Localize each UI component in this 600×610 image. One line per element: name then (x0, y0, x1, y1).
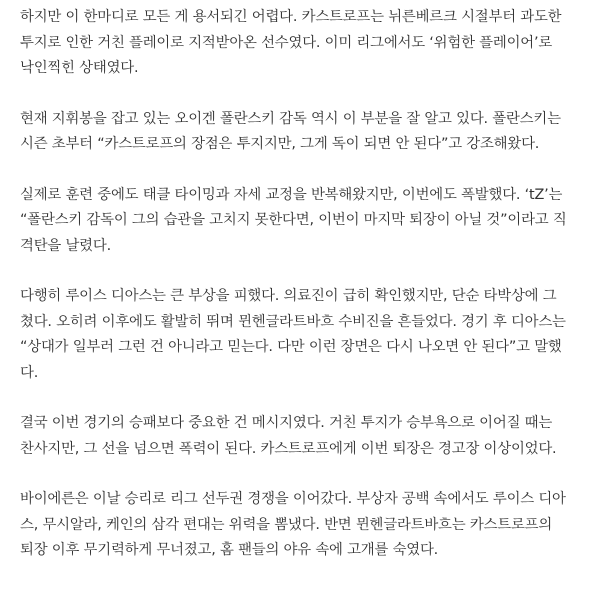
paragraph (20, 107, 586, 158)
paragraph (20, 487, 586, 564)
text-line: 현재 지휘봉을 잡고 있는 오이겐 폴란스키 감독 역시 이 부분을 잘 알고 있다. 폴란스키는 (20, 110, 561, 127)
text-line: 결국 이번 경기의 승패보다 중요한 건 메시지였다. 거친 투지가 승부욕으로 이어질 때는 (20, 415, 553, 431)
text-line: 격탄을 날렸다. (20, 237, 111, 254)
paragraph (20, 183, 586, 260)
paragraph (20, 284, 586, 386)
text-line: 쳤다. 오히려 이후에도 활발히 뛰며 뮌헨글라트바흐 수비진을 흔들었다. 경기 후 디아스는 (20, 313, 566, 330)
article-body (20, 5, 586, 589)
text-line: 실제로 훈련 중에도 태클 타이밍과 자세 교정을 반복해왔지만, 이번에도 폭발했다. ‘tZ’는 (20, 186, 563, 203)
paragraph (20, 411, 586, 462)
text-line: 찬사지만, 그 선을 넘으면 폭력이 된다. 카스트로프에게 이번 퇴장은 경고장 이상이었다. (20, 440, 557, 457)
text-line: 낙인찍힌 상태였다. (20, 60, 139, 76)
text-line: 투지로 인한 거친 플레이로 지적받아온 선수였다. 이미 리그에서도 ‘위험한 플레이어’로 (20, 34, 553, 51)
text-line: 하지만 이 한마디로 모든 게 용서되긴 어렵다. 카스트로프는 뉘른베르크 시절부터 과도한 (20, 9, 562, 25)
paragraph (20, 5, 586, 82)
text-line: 퇴장 이후 무기력하게 무너졌고, 홈 팬들의 야유 속에 고개를 숙였다. (20, 542, 439, 558)
text-line: 시즌 초부터 “카스트로프의 장점은 투지지만, 그게 독이 되면 안 된다”고 강조해왔다. (20, 136, 540, 152)
text-line: 바이에른은 이날 승리로 리그 선두권 경쟁을 이어갔다. 부상자 공백 속에서도 루이스 디아 (20, 491, 566, 507)
text-line: 다행히 루이스 디아스는 큰 부상을 피했다. 의료진이 급히 확인했지만, 단순 타박상에 그 (20, 288, 557, 304)
text-line: “상대가 일부러 그런 건 아니라고 믿는다. 다만 이런 장면은 다시 나오면 안 된다”고 말했 (20, 339, 562, 355)
text-line: 다. (20, 364, 39, 381)
text-line: “폴란스키 감독이 그의 습관을 고치지 못한다면, 이번이 마지막 퇴장이 아닐 것”이라고 직 (20, 212, 567, 228)
text-line: 스, 무시알라, 케인의 삼각 편대는 위력을 뽐냈다. 반면 뮌헨글라트바흐는 카스트로프의 (20, 516, 553, 533)
